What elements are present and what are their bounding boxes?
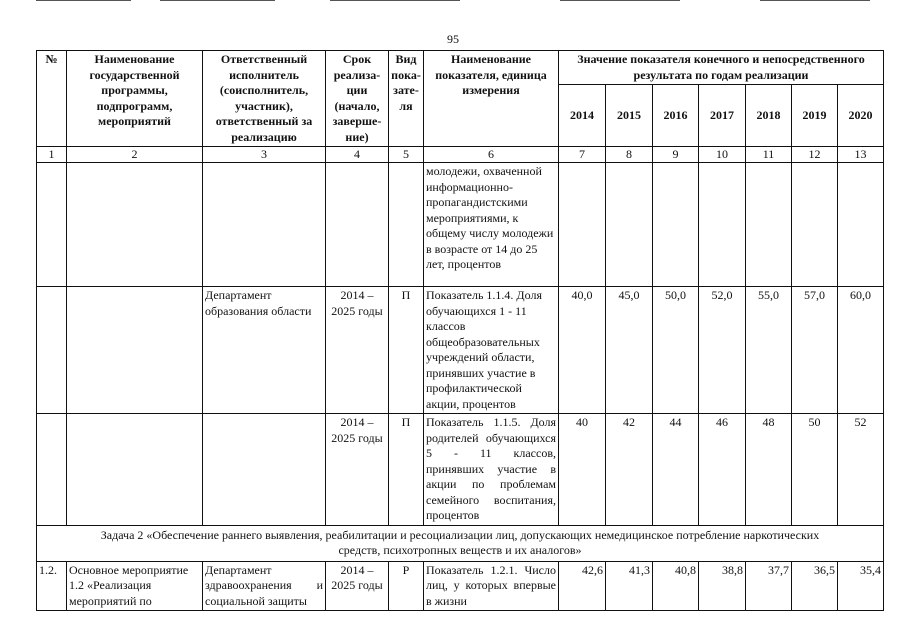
row-type: Р (389, 561, 424, 611)
header-year: 2017 (699, 85, 746, 147)
row-name (67, 163, 203, 287)
column-number: 13 (838, 147, 884, 163)
row-value (699, 163, 746, 287)
header-term: Срок реализа-ции (начало, заверше-ние) (326, 51, 389, 147)
row-value: 46 (699, 414, 746, 526)
row-value: 36,5 (792, 561, 838, 611)
column-number: 5 (389, 147, 424, 163)
top-edge-line (560, 0, 680, 1)
row-type (389, 163, 424, 287)
header-no: № (37, 51, 67, 147)
program-indicators-table (36, 50, 884, 611)
header-name: Наименование государственной программы, подпрограмм, мероприятий (67, 51, 203, 147)
top-edge-line (330, 0, 460, 1)
row-value: 37,7 (746, 561, 792, 611)
row-executor (203, 414, 326, 526)
row-value: 38,8 (699, 561, 746, 611)
row-no (37, 414, 67, 526)
row-value: 45,0 (606, 287, 653, 414)
header-type: Вид пока-зате-ля (389, 51, 424, 147)
row-name (67, 414, 203, 526)
header-year: 2015 (606, 85, 653, 147)
header-year: 2016 (653, 85, 699, 147)
row-value (838, 163, 884, 287)
column-number: 8 (606, 147, 653, 163)
top-edge-line (36, 0, 131, 1)
table-row (37, 561, 884, 611)
row-value: 52,0 (699, 287, 746, 414)
row-value: 40,8 (653, 561, 699, 611)
column-number: 9 (653, 147, 699, 163)
column-number: 1 (37, 147, 67, 163)
column-number: 3 (203, 147, 326, 163)
header-year: 2014 (559, 85, 606, 147)
row-executor (203, 163, 326, 287)
table-row (37, 414, 884, 526)
row-no (37, 287, 67, 414)
row-name: Основное мероприятие 1.2 «Реализация мероприятий по (67, 561, 203, 611)
task-title: Задача 2 «Обеспечение раннего выявления, реабилитации и ресоциализации лиц, допускающих немедицинское потребление наркотических средств, психотропных веществ и их аналогов» (37, 525, 884, 561)
row-value: 57,0 (792, 287, 838, 414)
row-executor: Департамент образования области (203, 287, 326, 414)
table-row (37, 287, 884, 414)
header-executor: Ответственный исполнитель (соисполнитель, участник), ответственный за реализацию (203, 51, 326, 147)
row-value: 40,0 (559, 287, 606, 414)
row-term: 2014 – 2025 годы (326, 287, 389, 414)
row-indicator: Показатель 1.1.5. Доля родителей обучающихся 5 - 11 классов, принявших участие в акции по проблемам семейного воспитания, процентов (424, 414, 559, 526)
row-value: 52 (838, 414, 884, 526)
row-value: 42,6 (559, 561, 606, 611)
row-indicator: молодежи, охваченной информационно-пропагандистскими мероприятиями, к общему числу молодежи в возрасте от 14 до 25 лет, процентов (424, 163, 559, 287)
row-value: 60,0 (838, 287, 884, 414)
row-value: 35,4 (838, 561, 884, 611)
row-value: 50 (792, 414, 838, 526)
row-value: 42 (606, 414, 653, 526)
column-numbers-row (37, 147, 884, 163)
column-number: 4 (326, 147, 389, 163)
column-number: 6 (424, 147, 559, 163)
row-no (37, 163, 67, 287)
row-term (326, 163, 389, 287)
row-indicator: Показатель 1.1.4. Доля обучающихся 1 - 11 классов общеобразовательных учреждений области, принявших участие в профилактической акции, процентов (424, 287, 559, 414)
header-row (37, 51, 884, 85)
row-value (746, 163, 792, 287)
row-value (792, 163, 838, 287)
column-number: 7 (559, 147, 606, 163)
row-type: П (389, 414, 424, 526)
column-number: 10 (699, 147, 746, 163)
row-value (559, 163, 606, 287)
row-value: 44 (653, 414, 699, 526)
row-term: 2014 – 2025 годы (326, 414, 389, 526)
table-row (37, 163, 884, 287)
page-number: 95 (447, 32, 459, 46)
header-year: 2018 (746, 85, 792, 147)
column-number: 12 (792, 147, 838, 163)
row-value: 50,0 (653, 287, 699, 414)
row-value (606, 163, 653, 287)
header-year: 2019 (792, 85, 838, 147)
header-indicator: Наименование показателя, единица измерения (424, 51, 559, 147)
row-value: 41,3 (606, 561, 653, 611)
header-year: 2020 (838, 85, 884, 147)
row-value: 55,0 (746, 287, 792, 414)
row-indicator: Показатель 1.2.1. Число лиц, у которых впервые в жизни (424, 561, 559, 611)
top-edge-line (760, 0, 870, 1)
column-number: 11 (746, 147, 792, 163)
row-value: 48 (746, 414, 792, 526)
top-edge-line (160, 0, 275, 1)
row-type: П (389, 287, 424, 414)
task-row (37, 525, 884, 561)
row-value: 40 (559, 414, 606, 526)
header-values: Значение показателя конечного и непосредственного результата по годам реализации (559, 51, 884, 85)
row-term: 2014 – 2025 годы (326, 561, 389, 611)
column-number: 2 (67, 147, 203, 163)
row-no: 1.2. (37, 561, 67, 611)
row-name (67, 287, 203, 414)
row-value (653, 163, 699, 287)
row-executor: Департамент здравоохранения и социальной защиты (203, 561, 326, 611)
